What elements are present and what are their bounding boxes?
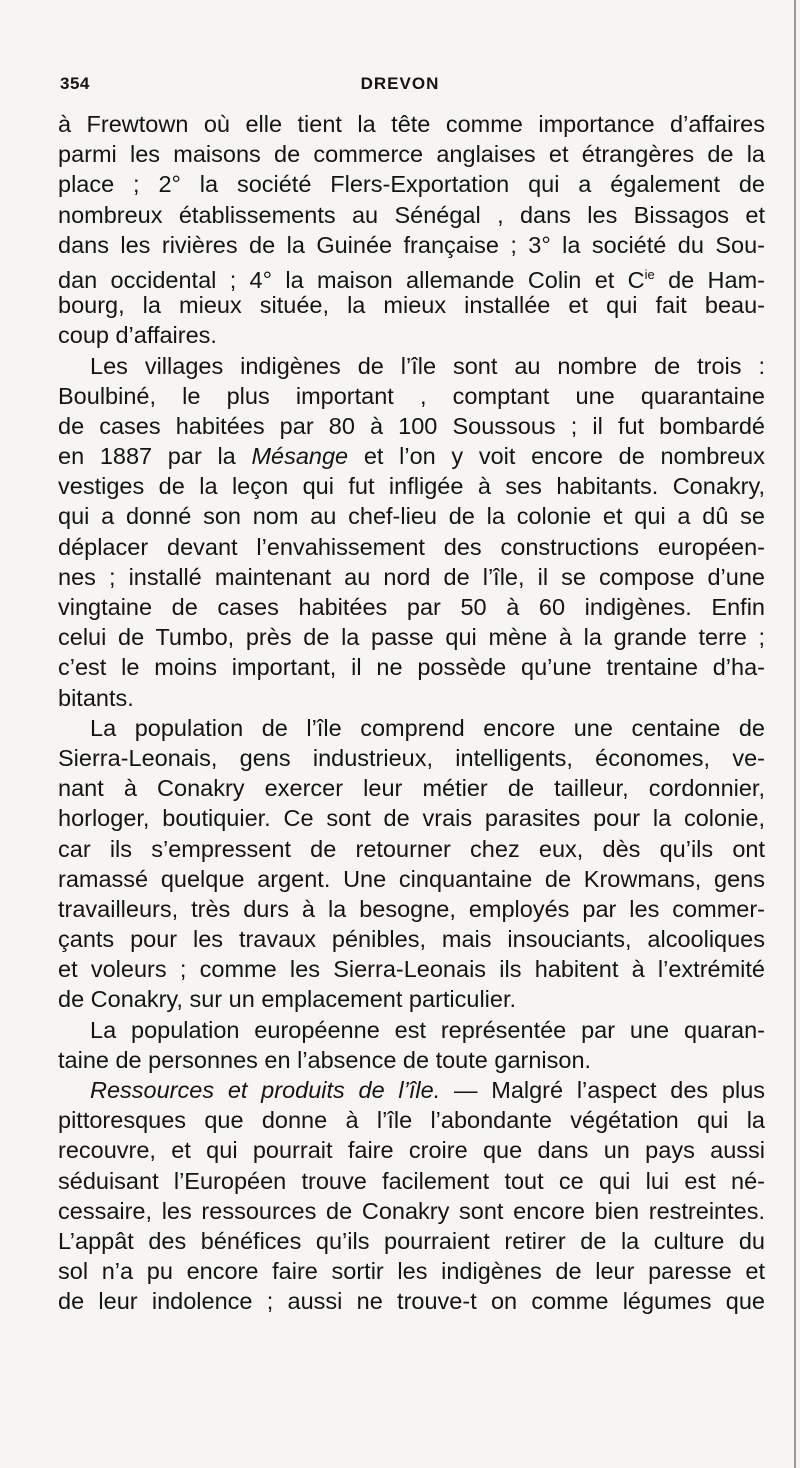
text-line: ramassé quelque argent. Une cinquantaine de Krowmans, gens bbox=[58, 865, 765, 892]
text-line: bourg, la mieux située, la mieux installée et qui fait beau- bbox=[58, 292, 765, 319]
text-line: nes ; installé maintenant au nord de l’île, il se compose d’une bbox=[58, 563, 765, 590]
text-line: c’est le moins important, il ne possède qu’une trentaine d’ha- bbox=[58, 654, 765, 681]
text-line: de leur indolence ; aussi ne trouve-t on comme légumes que bbox=[58, 1288, 765, 1315]
text-line: dan occidental ; 4° la maison allemande Colin et $C^{ie}$ de Ham- bbox=[58, 266, 765, 293]
text-line: pittoresques que donne à l’île l’abondante végétation qui la bbox=[58, 1107, 765, 1134]
text-line: nant à Conakry exercer leur métier de tailleur, cordonnier, bbox=[58, 775, 765, 802]
text-line: de Conakry, sur un emplacement particulier. bbox=[58, 986, 517, 1013]
text-line: de cases habitées par 80 à 100 Soussous ; il fut bombardé bbox=[58, 412, 765, 439]
text-line: et voleurs ; comme les Sierra-Leonais ils habitent à l’extrémité bbox=[58, 956, 765, 983]
text-line: La population européenne est représentée par une quaran- bbox=[90, 1016, 765, 1043]
text-line: car ils s’empressent de retourner chez eux, dès qu’ils ont bbox=[58, 835, 765, 862]
text-line: taine de personnes en l’absence de toute garnison. bbox=[58, 1046, 592, 1073]
text-line: Ressources et produits de l’île. — Malgré l’aspect des plus bbox=[90, 1077, 766, 1103]
text-line: recouvre, et qui pourrait faire croire que dans un pays aussi bbox=[58, 1137, 765, 1164]
text-line: coup d’affaires. bbox=[58, 322, 217, 349]
text-line: Boulbiné, le plus important , comptant une quarantaine bbox=[58, 382, 765, 409]
page-number: 354 bbox=[60, 74, 90, 93]
text-line: celui de Tumbo, près de la passe qui mène à la grande terre ; bbox=[58, 624, 765, 651]
text-line: horloger, boutiquier. Ce sont de vrais parasites pour la colonie, bbox=[58, 805, 765, 832]
text-line: çants pour les travaux pénibles, mais insouciants, alcooliques bbox=[58, 926, 765, 953]
text-line: L’appât des bénéfices qu’ils pourraient retirer de la culture du bbox=[58, 1227, 765, 1254]
text-line: nombreux établissements au Sénégal , dans les Bissagos et bbox=[58, 201, 765, 228]
text-line: travailleurs, très durs à la besogne, employés par les commer- bbox=[58, 895, 765, 922]
page-header bbox=[60, 74, 740, 104]
text-line: à Frewtown où elle tient la tête comme importance d’affaires bbox=[58, 111, 765, 137]
body-text bbox=[58, 109, 765, 1317]
text-line: bitants. bbox=[58, 684, 134, 711]
text-line: vingtaine de cases habitées par 50 à 60 indigènes. Enfin bbox=[58, 594, 765, 620]
text-line: place ; 2° la société Flers-Exportation qui a également de bbox=[58, 171, 765, 198]
page-edge-line bbox=[794, 0, 796, 1468]
text-line: qui a donné son nom au chef-lieu de la colonie et qui a dû se bbox=[58, 503, 765, 530]
text-line: séduisant l’Européen trouve facilement tout ce qui lui est né- bbox=[58, 1167, 765, 1194]
text-line: Sierra-Leonais, gens industrieux, intelligents, économes, ve- bbox=[58, 744, 765, 771]
text-line: en 1887 par la Mésange et l’on y voit encore de nombreux bbox=[58, 443, 765, 470]
text-line: La population de l’île comprend encore une centaine de bbox=[90, 714, 765, 741]
text-line: cessaire, les ressources de Conakry sont encore bien restreintes. bbox=[58, 1197, 765, 1224]
text-line: dans les rivières de la Guinée française ; 3° la société du Sou- bbox=[58, 231, 765, 258]
running-head: DREVON bbox=[360, 74, 440, 93]
text-line: sol n’a pu encore faire sortir les indigènes de leur paresse et bbox=[58, 1258, 765, 1285]
text-line: Les villages indigènes de l’île sont au nombre de trois : bbox=[90, 352, 765, 379]
text-line: parmi les maisons de commerce anglaises et étrangères de la bbox=[58, 141, 765, 168]
text-line: vestiges de la leçon qui fut infligée à ses habitants. Conakry, bbox=[58, 473, 765, 500]
text-line: déplacer devant l’envahissement des constructions européen- bbox=[58, 533, 765, 560]
